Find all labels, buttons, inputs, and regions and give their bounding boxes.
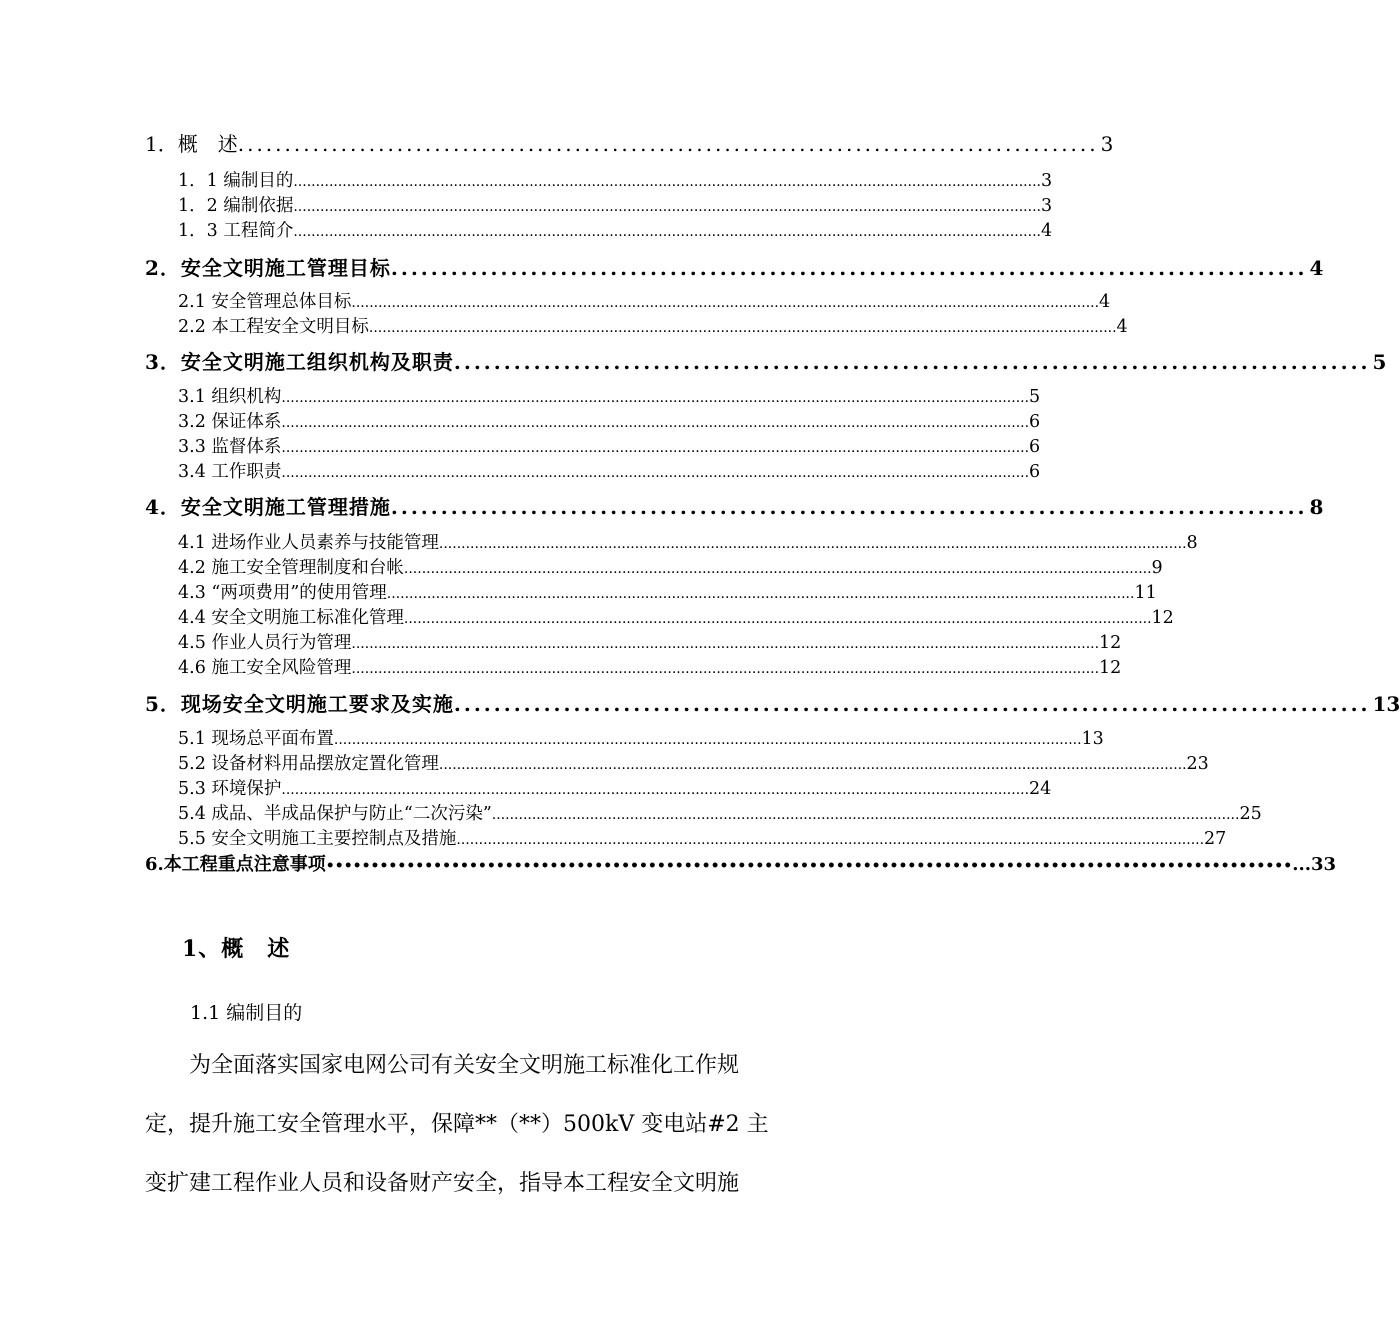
toc-title: 1．概 述 — [145, 132, 238, 156]
toc-page: 6 — [1029, 412, 1041, 432]
toc-title: 5.3 环境保护 — [178, 779, 282, 799]
toc-page: 3 — [1040, 171, 1053, 191]
toc-entry-5-1[interactable] — [178, 725, 1104, 750]
section-heading: 1、概 述 — [182, 936, 291, 962]
toc-entry-3-2[interactable] — [178, 408, 1041, 433]
toc-entry-5-3[interactable] — [178, 775, 1052, 800]
toc-title: 1．2 编制依据 — [178, 196, 294, 216]
toc-leader: ........................................................................................................................................................................ — [281, 415, 1030, 431]
toc-title: 4.1 进场作业人员素养与技能管理 — [178, 533, 439, 553]
toc-page: 25 — [1239, 804, 1262, 824]
toc-page: 13 — [1372, 692, 1400, 716]
toc-title: 5.2 设备材料用品摆放定置化管理 — [178, 754, 439, 774]
toc-title: 6.本工程重点注意事项 — [145, 854, 326, 875]
toc-page: 6 — [1029, 462, 1041, 482]
toc-page: 12 — [1151, 608, 1174, 628]
toc-page: 6 — [1029, 437, 1041, 457]
toc-page: 4 — [1040, 221, 1053, 241]
toc-page: ...33 — [1292, 854, 1337, 875]
toc-leader: ........................................................................................................................................................................ — [293, 199, 1041, 215]
toc-leader: ........................................................................................................................................................................ — [438, 757, 1187, 773]
toc-title: 4.4 安全文明施工标准化管理 — [178, 608, 404, 628]
toc-page: 5 — [1029, 387, 1041, 407]
toc-entry-3[interactable] — [145, 346, 1387, 375]
toc-page: 4 — [1116, 317, 1128, 337]
toc-entry-5-4[interactable] — [178, 800, 1262, 825]
toc-leader: ............................................................................................ — [390, 256, 1308, 280]
toc-leader: ............................................................................................ — [453, 692, 1371, 716]
toc-title: 1．3 工程简介 — [178, 221, 294, 241]
toc-page: 8 — [1186, 533, 1198, 553]
toc-entry-1-3[interactable] — [178, 217, 1053, 242]
toc-entry-2-2[interactable] — [178, 313, 1128, 338]
toc-leader: ........................................................................................................................................................................ — [386, 586, 1135, 602]
toc-leader: ........................................................................................................................................................................ — [281, 440, 1030, 456]
toc-page: 3 — [1040, 196, 1053, 216]
toc-page: 11 — [1134, 583, 1157, 603]
toc-title: 3.4 工作职责 — [178, 462, 282, 482]
toc-entry-4-6[interactable] — [178, 654, 1122, 679]
toc-entry-3-4[interactable] — [178, 458, 1041, 483]
toc-page: 5 — [1372, 350, 1387, 374]
toc-leader: ........................................................................................................................................................................ — [293, 224, 1041, 240]
toc-entry-4-2[interactable] — [178, 554, 1163, 579]
toc-page: 23 — [1186, 754, 1209, 774]
toc-title: 4.5 作业人员行为管理 — [178, 633, 352, 653]
toc-title: 5.5 安全文明施工主要控制点及措施 — [178, 829, 457, 849]
toc-title: 4．安全文明施工管理措施 — [145, 495, 391, 519]
toc-title: 2．安全文明施工管理目标 — [145, 256, 391, 280]
toc-page: 4 — [1099, 292, 1111, 312]
toc-title: 5.1 现场总平面布置 — [178, 729, 334, 749]
toc-leader: ........................................................................................................................................................................ — [491, 807, 1240, 823]
toc-entry-4[interactable] — [145, 491, 1324, 520]
toc-leader: ............................................................................................ — [453, 350, 1371, 374]
toc-entry-1[interactable] — [145, 128, 1114, 157]
toc-page: 4 — [1309, 256, 1324, 280]
paragraph-line: 变扩建工程作业人员和设备财产安全，指导本工程安全文明施 — [145, 1171, 740, 1196]
toc-leader: ............................................................................................ — [237, 132, 1099, 156]
toc-leader: •••••••••••••••••••••••••••••••••••••••••••••••••••••••••••••••••••••••••••••••••••••••••••••••••••••••••••• — [325, 858, 1293, 874]
subsection-heading: 1.1 编制目的 — [190, 1002, 303, 1024]
toc-title: 2.2 本工程安全文明目标 — [178, 317, 369, 337]
toc-page: 24 — [1029, 779, 1052, 799]
toc-entry-3-3[interactable] — [178, 433, 1041, 458]
toc-leader: ........................................................................................................................................................................ — [281, 782, 1030, 798]
toc-leader: ........................................................................................................................................................................ — [456, 832, 1205, 848]
toc-title: 3.3 监督体系 — [178, 437, 282, 457]
toc-page: 27 — [1204, 829, 1227, 849]
toc-entry-1-1[interactable] — [178, 167, 1053, 192]
toc-entry-2-1[interactable] — [178, 288, 1111, 313]
toc-title: 2.1 安全管理总体目标 — [178, 292, 352, 312]
toc-page: 12 — [1099, 633, 1122, 653]
toc-leader: ........................................................................................................................................................................ — [403, 611, 1152, 627]
toc-leader: ........................................................................................................................................................................ — [351, 661, 1100, 677]
toc-page: 8 — [1309, 495, 1324, 519]
toc-title: 3．安全文明施工组织机构及职责 — [145, 350, 454, 374]
toc-leader: ........................................................................................................................................................................ — [351, 636, 1100, 652]
toc-page: 12 — [1099, 658, 1122, 678]
toc-leader: ........................................................................................................................................................................ — [438, 536, 1187, 552]
toc-entry-5-2[interactable] — [178, 750, 1209, 775]
toc-entry-5-5[interactable] — [178, 825, 1227, 850]
toc-entry-2[interactable] — [145, 252, 1324, 281]
toc-title: 3.1 组织机构 — [178, 387, 282, 407]
toc-entry-6[interactable] — [145, 850, 1337, 876]
toc-leader: ........................................................................................................................................................................ — [281, 390, 1030, 406]
toc-title: 4.3 “两项费用”的使用管理 — [178, 583, 387, 603]
toc-page: 13 — [1081, 729, 1104, 749]
toc-entry-5[interactable] — [145, 688, 1400, 717]
toc-title: 4.2 施工安全管理制度和台帐 — [178, 558, 404, 578]
toc-leader: ........................................................................................................................................................................ — [368, 320, 1117, 336]
paragraph-line: 为全面落实国家电网公司有关安全文明施工标准化工作规 — [145, 1053, 740, 1078]
toc-leader: ........................................................................................................................................................................ — [403, 561, 1152, 577]
toc-leader: ............................................................................................ — [390, 495, 1308, 519]
toc-entry-4-1[interactable] — [178, 529, 1198, 554]
toc-leader: ........................................................................................................................................................................ — [351, 295, 1100, 311]
toc-title: 1．1 编制目的 — [178, 171, 294, 191]
toc-title: 4.6 施工安全风险管理 — [178, 658, 352, 678]
toc-entry-4-5[interactable] — [178, 629, 1122, 654]
toc-title: 5.4 成品、半成品保护与防止“二次污染” — [178, 804, 492, 824]
toc-page: 3 — [1100, 132, 1114, 156]
toc-entry-4-4[interactable] — [178, 604, 1174, 629]
toc-title: 3.2 保证体系 — [178, 412, 282, 432]
toc-page: 9 — [1151, 558, 1163, 578]
toc-entry-3-1[interactable] — [178, 383, 1041, 408]
toc-entry-1-2[interactable] — [178, 192, 1053, 217]
toc-leader: ........................................................................................................................................................................ — [281, 465, 1030, 481]
toc-entry-4-3[interactable] — [178, 579, 1157, 604]
toc-title: 5．现场安全文明施工要求及实施 — [145, 692, 454, 716]
toc-leader: ........................................................................................................................................................................ — [293, 174, 1041, 190]
paragraph-line: 定，提升施工安全管理水平，保障**（**）500kV 变电站#2 主 — [145, 1112, 769, 1137]
toc-leader: ........................................................................................................................................................................ — [333, 732, 1082, 748]
